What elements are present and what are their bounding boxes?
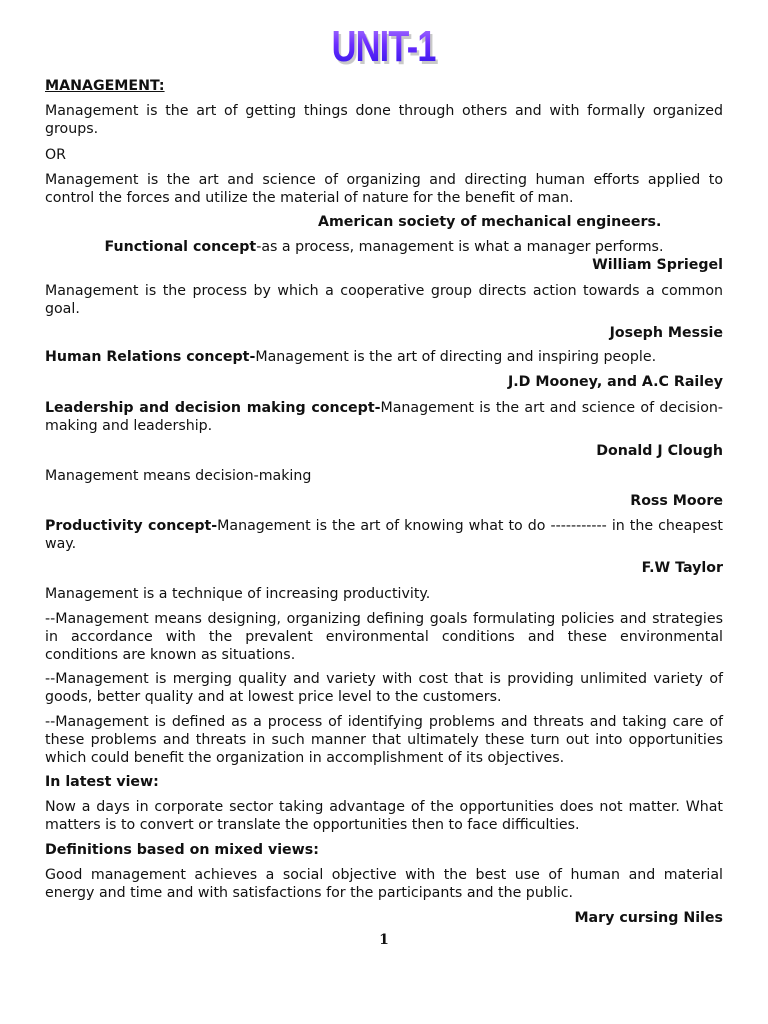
source-asme: American society of mechanical engineers.	[318, 214, 662, 230]
or-separator: OR	[45, 147, 67, 163]
source-messie: Joseph Messie	[609, 325, 723, 341]
title-container	[0, 22, 768, 72]
human-relations-text: Management is the art of directing and inspiring people.	[255, 349, 657, 365]
functional-concept-label: Functional concept	[104, 239, 257, 255]
definition-3: Management is the process by which a cooperative group directs action towards a common goal.	[45, 283, 723, 317]
definition-9: Now a days in corporate sector taking advantage of the opportunities does not matter. What matters is to convert or translate the opportunities then to face difficulties.	[45, 799, 723, 833]
source-moore: Ross Moore	[630, 493, 723, 509]
page-number: 1	[379, 932, 389, 948]
source-taylor: F.W Taylor	[641, 560, 723, 576]
heading-management: MANAGEMENT:	[45, 78, 165, 94]
definition-1: Management is the art of getting things done through others and with formally organized groups.	[45, 103, 723, 137]
heading-latest-view: In latest view:	[45, 774, 159, 790]
functional-concept-text: -as a process, management is what a manager performs.	[256, 239, 664, 255]
source-clough: Donald J Clough	[596, 443, 723, 459]
leadership-label: Leadership and decision making concept-	[45, 400, 381, 416]
productivity-label: Productivity concept-	[45, 518, 218, 534]
leadership-concept	[45, 399, 723, 435]
functional-concept	[45, 238, 723, 256]
heading-mixed-views: Definitions based on mixed views:	[45, 842, 319, 858]
source-spriegel: William Spriegel	[592, 257, 723, 273]
definition-4: Management means decision-making	[45, 468, 312, 484]
productivity-text: Management is the art of knowing what to do ----------- in the cheapest way.	[45, 518, 723, 552]
productivity-concept	[45, 517, 723, 553]
source-niles: Mary cursing Niles	[574, 910, 723, 926]
definition-5: Management is a technique of increasing productivity.	[45, 586, 431, 602]
definition-10: Good management achieves a social objective with the best use of human and material energy and time and with satisfactions for the participants and the public.	[45, 867, 723, 901]
definition-2: Management is the art and science of organizing and directing human efforts applied to control the forces and utilize the material of nature for the benefit of man.	[45, 172, 723, 206]
definition-7: --Management is merging quality and variety with cost that is providing unlimited variety of goods, better quality and at lowest price level to the customers.	[45, 671, 723, 705]
definition-6: --Management means designing, organizing defining goals formulating policies and strategies in accordance with the prevalent environmental conditions and these environmental conditions are known as situations.	[45, 611, 723, 663]
source-mooney: J.D Mooney, and A.C Railey	[507, 374, 723, 390]
leadership-text: Management is the art and science of decision-making and leadership.	[45, 400, 723, 434]
human-relations-label: Human Relations concept-	[45, 349, 256, 365]
human-relations-concept	[45, 348, 723, 366]
unit-title: UNIT-1	[331, 22, 437, 71]
definition-8: --Management is defined as a process of identifying problems and threats and taking care of these problems and threats in such manner that ultimately these turn out into opportunities which could benefit the organization in accomplishment of its objectives.	[45, 714, 723, 766]
